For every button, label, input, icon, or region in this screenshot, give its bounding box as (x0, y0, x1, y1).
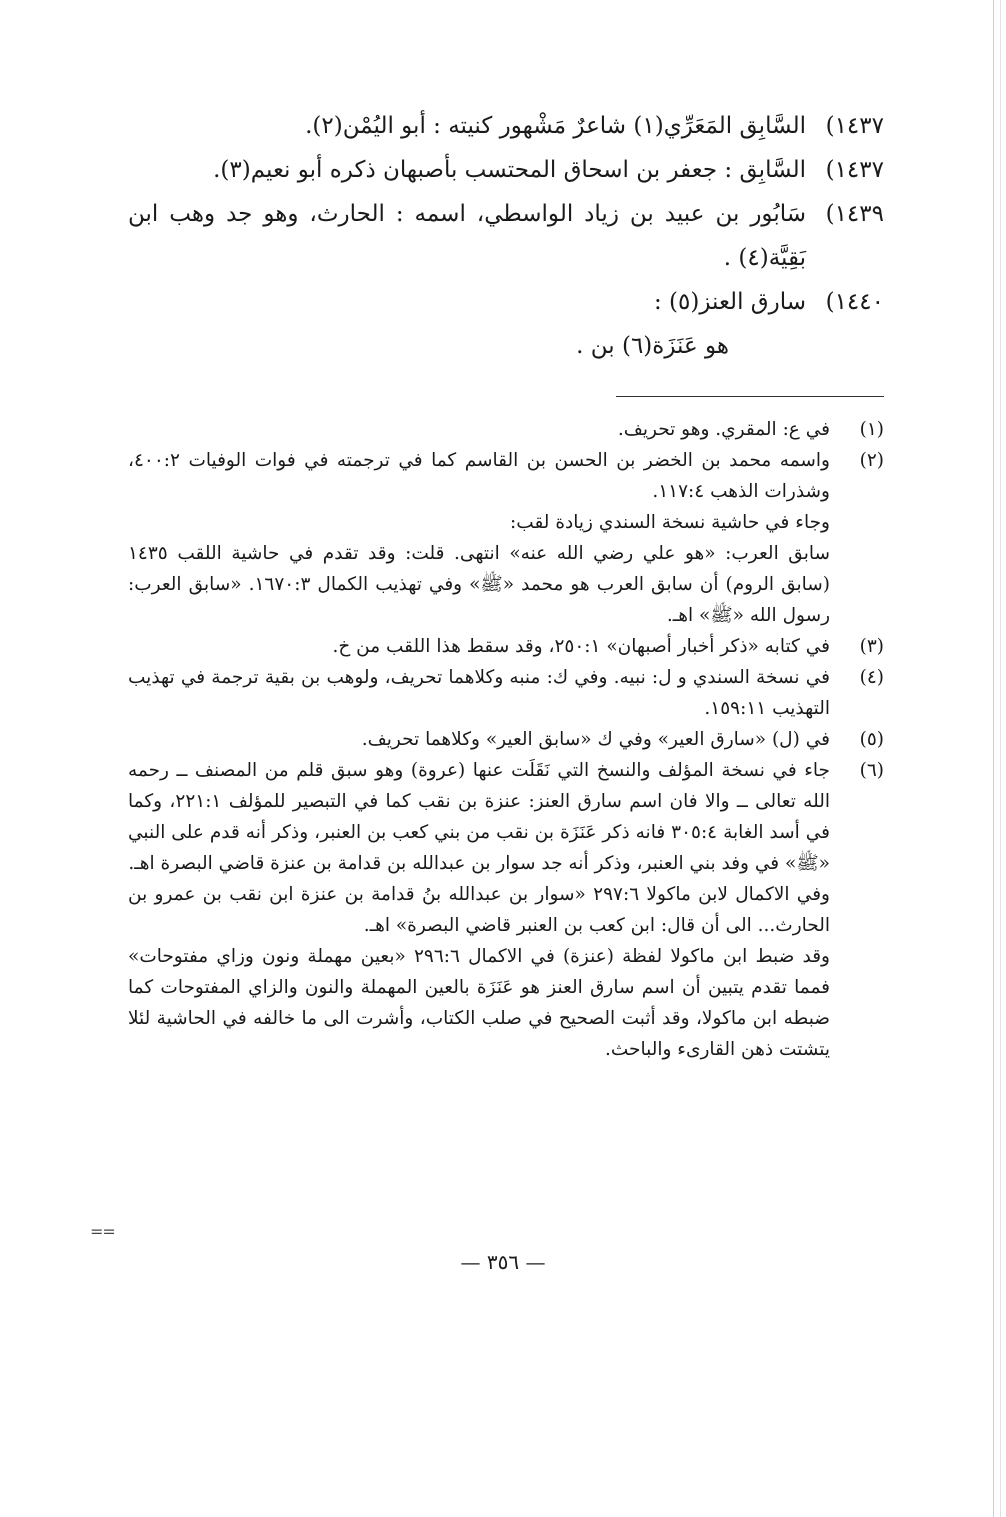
footnote (128, 631, 884, 662)
footnote-text: واسمه محمد بن الخضر بن الحسن بن القاسم كما في ترجمته في فوات الوفيات ٤٠٠:٢، وشذرات الذهب ١١٧:٤. (128, 450, 830, 502)
continuation-mark: == (90, 1222, 115, 1241)
page-edge-line (993, 0, 994, 1517)
footnote-text: وقد ضبط ابن ماكولا لفظة (عنزة) في الاكمال ٢٩٦:٦ «بعين مهملة ونون وزاي مفتوحات» فمما تقدم يتبين أن اسم سارق العنز هو عَنَزَة بالعين المهملة والنون والزاي المفتوحات كما ضبطه ابن ماكولا، وقد أثبت الصحيح في صلب الكتاب، وأشرت الى ما خالفه في الحاشية لئلا يتشتت ذهن القارىء والباحث. (128, 946, 830, 1060)
entry-text: السَّابِق : جعفر بن اسحاق المحتسب بأصبهان ذكره أبو نعيم(٣). (213, 157, 806, 183)
footnote-number: (٢) (859, 450, 884, 471)
footnote (128, 414, 884, 445)
entry (128, 280, 884, 324)
footnote-text: في (ل) «سارق العير» وفي ك «سابق العير» وكلاهما تحريف. (361, 729, 830, 750)
page-number: — ٣٥٦ — (460, 1250, 546, 1274)
entry-number: ١٤٤٠) (825, 289, 884, 315)
footnote (128, 724, 884, 755)
footnote-number: (١) (859, 419, 884, 440)
footnote (128, 445, 884, 631)
entry-number: ١٤٣٧) (825, 157, 884, 183)
footnote-number: (٥) (859, 729, 884, 750)
footnote-text: جاء في نسخة المؤلف والنسخ التي نَقَلَت عنها (عروة) وهو سبق قلم من المصنف ــ رحمه الله تعالى ــ والا فان اسم سارق العنز: عنزة بن نقب كما في التبصير للمؤلف ٢٢١:١، وكما في أسد الغابة ٣٠٥:٤ فانه ذكر عَنَزَة بن نقب من بني كعب بن العنبر، وذكر أنه قدم على النبي «ﷺ» في وفد بني العنبر، وذكر أنه جد سوار بن عبدالله بن قدامة بن عنزة قاضي البصرة اهـ. (128, 760, 830, 874)
entry-text: سَابُور بن عبيد بن زياد الواسطي، اسمه : الحارث، وهو جد وهب ابن بَقِيَّة(٤) . (128, 201, 806, 271)
entry-number: ١٤٣٩) (825, 201, 884, 227)
main-text (128, 104, 884, 368)
page-edge-line (1000, 0, 1001, 1517)
footnote-number: (٤) (859, 667, 884, 688)
footnote (128, 755, 884, 1065)
footnote-text: في ع: المقري. وهو تحريف. (617, 419, 830, 440)
footnote (128, 662, 884, 724)
entry-subline: هو عَنَزَة(٦) بن . (576, 333, 729, 359)
entry-text: سارق العنز(٥) : (653, 289, 806, 315)
footnote-separator (616, 396, 884, 397)
entry-text: السَّابِق المَعَرِّي(١) شاعرٌ مَشْهور كنيته : أبو اليُمْن(٢). (305, 113, 806, 139)
footnote-text: وجاء في حاشية نسخة السندي زيادة لقب: (510, 512, 830, 533)
footnotes (128, 414, 884, 1065)
entry (128, 192, 884, 280)
entry-number: ١٤٣٧) (825, 113, 884, 139)
footnote-number: (٣) (859, 636, 884, 657)
footnote-text: في نسخة السندي و ل: نبيه. وفي ك: منبه وكلاهما تحريف، ولوهب بن بقية ترجمة في تهذيب التهذيب ١٥٩:١١. (128, 667, 830, 719)
footnote-text: وفي الاكمال لابن ماكولا ٢٩٧:٦ «سوار بن عبدالله بنُ قدامة بن عنزة ابن نقب بن عمرو بن الحارث... الى أن قال: ابن كعب بن العنبر قاضي البصرة» اهـ. (128, 884, 830, 936)
entry (128, 104, 884, 148)
footnote-number: (٦) (859, 760, 884, 781)
footnote-text: في كتابه «ذكر أخبار أصبهان» ٢٥٠:١، وقد سقط هذا اللقب من خ. (332, 636, 830, 657)
entry (128, 148, 884, 192)
footnote-text: سابق العرب: «هو علي رضي الله عنه» انتهى. قلت: وقد تقدم في حاشية اللقب ١٤٣٥ (سابق الروم) أن سابق العرب هو محمد «ﷺ» وفي تهذيب الكمال ١٦٧٠:٣. «سابق العرب: رسول الله «ﷺ» اهـ. (128, 543, 831, 626)
